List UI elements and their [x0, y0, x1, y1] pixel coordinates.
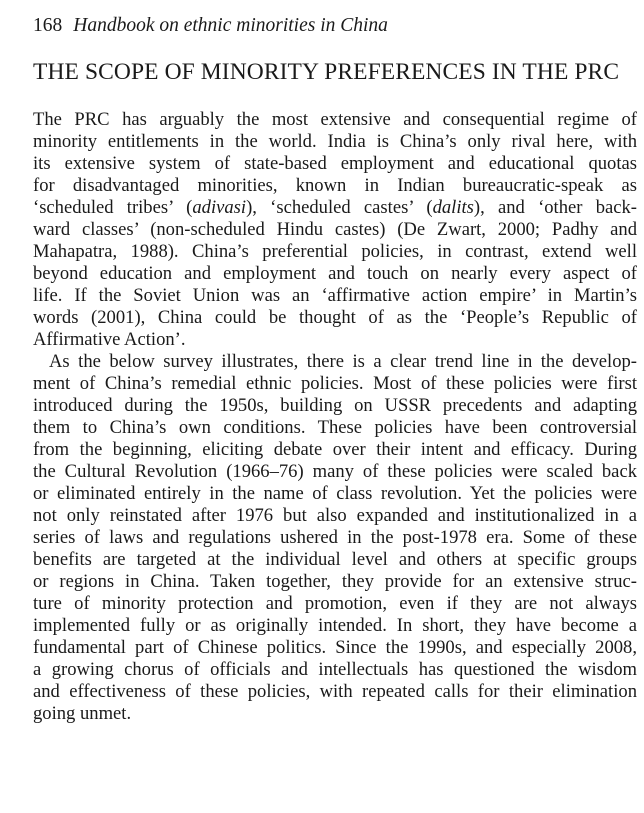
text-line: Affirmative Action’. — [33, 329, 186, 350]
running-head — [33, 14, 637, 38]
text-segment: ), ‘scheduled castes’ ( — [246, 197, 433, 218]
text-line: implemented fully or as originally intended. In short, they have become a — [33, 615, 637, 636]
text-line: them to China’s own conditions. These policies have been controversial — [33, 417, 637, 438]
text-line: life. If the Soviet Union was an ‘affirmative action empire’ in Martin’s — [33, 285, 637, 306]
text-line: not only reinstated after 1976 but also expanded and institutionalized in a — [33, 505, 637, 526]
text-line: or eliminated entirely in the name of class revolution. Yet the policies were — [33, 483, 637, 504]
text-line: beyond education and employment and touch on nearly every aspect of — [33, 263, 637, 284]
text-line: minority entitlements in the world. India is China’s only rival here, with — [33, 131, 637, 152]
text-line: words (2001), China could be thought of as the ‘People’s Republic of — [33, 307, 637, 328]
paragraph-1 — [33, 109, 637, 351]
text-line: As the below survey illustrates, there is a clear trend line in the develop- — [49, 351, 637, 372]
text-line: ment of China’s remedial ethnic policies. Most of these policies were first — [33, 373, 637, 394]
text-line: fundamental part of Chinese politics. Since the 1990s, and especially 2008, — [33, 637, 637, 658]
book-page — [33, 14, 637, 725]
text-segment: ‘scheduled tribes’ ( — [33, 197, 193, 218]
text-line — [33, 197, 637, 219]
text-line: ture of minority protection and promotion, even if they are not always — [33, 593, 637, 614]
section-title: THE SCOPE OF MINORITY PREFERENCES IN THE PRC — [33, 59, 620, 85]
italic-term-adivasi: adivasi — [192, 197, 247, 218]
paragraph-2 — [33, 351, 637, 725]
text-line: and effectiveness of these policies, with repeated calls for their elimination — [33, 681, 637, 702]
text-line: from the beginning, eliciting debate over their intent and efficacy. During — [33, 439, 637, 460]
text-line: series of laws and regulations ushered in the post-1978 era. Some of these — [33, 527, 637, 548]
text-line: benefits are targeted at the individual level and others at specific groups — [33, 549, 637, 570]
text-line: The PRC has arguably the most extensive and consequential regime of — [33, 109, 637, 130]
book-title: Handbook on ethnic minorities in China — [73, 15, 388, 36]
body-text — [33, 109, 637, 725]
italic-term-dalits: dalits — [432, 197, 474, 218]
text-line: its extensive system of state-based employment and educational quotas — [33, 153, 637, 174]
text-line: introduced during the 1950s, building on USSR precedents and adapting — [33, 395, 637, 416]
text-line: the Cultural Revolution (1966–76) many of these policies were scaled back — [33, 461, 637, 482]
text-segment: ), and ‘other back- — [473, 197, 638, 218]
text-line: for disadvantaged minorities, known in Indian bureaucratic-speak as — [33, 175, 637, 196]
text-line: going unmet. — [33, 703, 132, 724]
text-line: or regions in China. Taken together, they provide for an extensive struc- — [33, 571, 637, 592]
text-line: ward classes’ (non-scheduled Hindu castes) (De Zwart, 2000; Padhy and — [33, 219, 637, 240]
text-line: a growing chorus of officials and intellectuals has questioned the wisdom — [33, 659, 637, 680]
page-number: 168 — [33, 15, 63, 36]
text-line: Mahapatra, 1988). China’s preferential policies, in contrast, extend well — [33, 241, 637, 262]
